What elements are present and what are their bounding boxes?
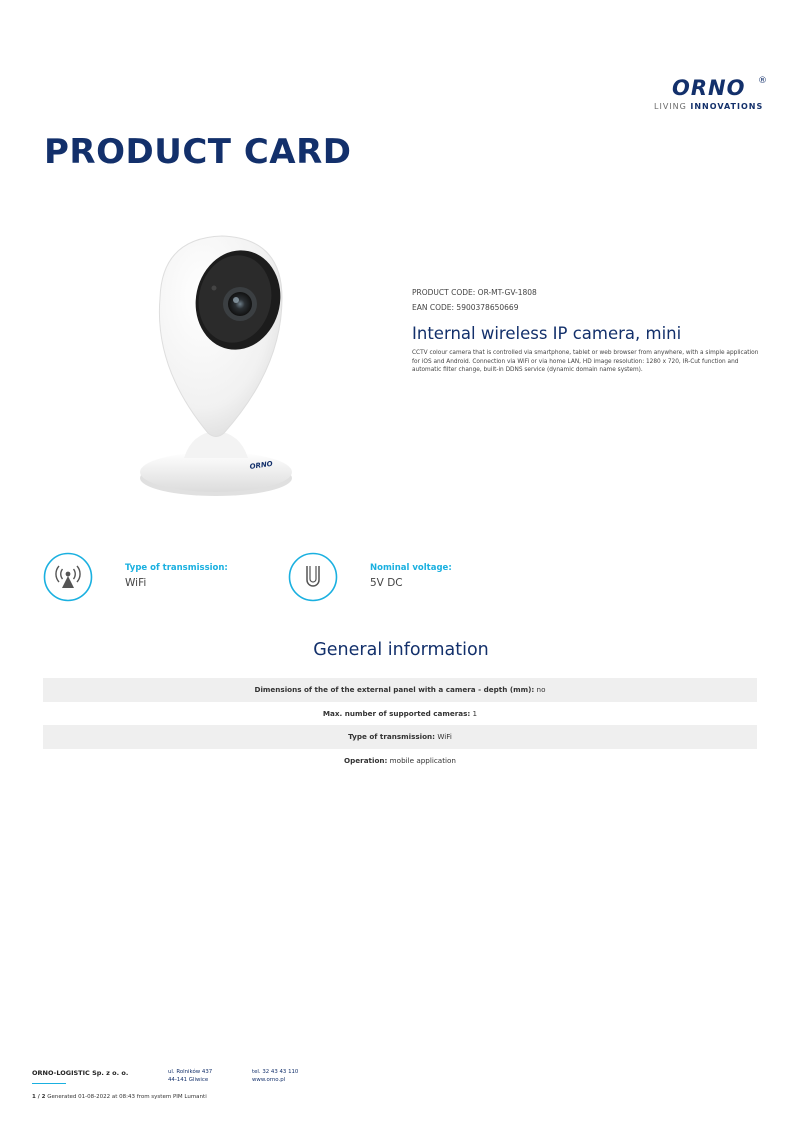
ean-code: EAN CODE: 5900378650669 bbox=[412, 303, 519, 312]
feature-value: WiFi bbox=[125, 577, 147, 589]
footer-website-link[interactable]: www.orno.pl bbox=[252, 1077, 286, 1083]
logo-wordmark: ORNO bbox=[672, 76, 746, 100]
footer-contact bbox=[252, 1068, 298, 1084]
table-row bbox=[43, 725, 757, 749]
footer-company: ORNO-LOGISTIC Sp. z o. o. bbox=[32, 1069, 129, 1077]
brand-logo bbox=[650, 76, 775, 116]
voltage-plug-icon bbox=[288, 552, 338, 602]
page-title: PRODUCT CARD bbox=[44, 132, 352, 172]
page-number: 1 / 2 bbox=[32, 1094, 46, 1100]
footer-divider bbox=[32, 1083, 66, 1084]
table-row bbox=[43, 749, 757, 773]
footer-address: ul. Rolników 437 44-141 Gliwice bbox=[168, 1069, 213, 1083]
row-key: Operation: bbox=[344, 755, 388, 765]
row-key: Max. number of supported cameras: bbox=[322, 708, 471, 718]
product-image bbox=[132, 228, 302, 503]
section-title-general: General information bbox=[313, 640, 489, 660]
table-row bbox=[43, 702, 757, 726]
footer-phone: tel. 32 43 43 110 bbox=[252, 1069, 299, 1075]
logo-tagline: LIVING INNOVATIONS bbox=[654, 102, 764, 111]
row-value: mobile application bbox=[389, 755, 456, 765]
footer-generated: 1 / 2 Generated 01-08-2022 at 08:43 from system PIM Lumanti bbox=[32, 1094, 207, 1100]
row-value: no bbox=[536, 685, 546, 694]
feature-label: Type of transmission: bbox=[125, 563, 228, 573]
row-key: Dimensions of the of the external panel with a camera - depth (mm): bbox=[254, 685, 535, 694]
row-value: 1 bbox=[472, 708, 478, 718]
product-name: Internal wireless IP camera, mini bbox=[412, 324, 682, 343]
product-description: CCTV colour camera that is controlled via smartphone, tablet or web browser from anywhere, with a simple application for iOS and Android. Connection via WiFi or via home LAN, HD image resolution: 1280 x 720, IR-Cut function and automatic filter change, built-in DDNS service (dynamic domain name system). bbox=[412, 350, 759, 373]
row-key: Type of transmission: bbox=[348, 732, 436, 741]
registered-mark: ® bbox=[758, 76, 767, 86]
feature-label: Nominal voltage: bbox=[370, 563, 452, 573]
wireless-transmission-icon bbox=[43, 552, 93, 602]
product-code: PRODUCT CODE: OR-MT-GV-1808 bbox=[412, 288, 537, 297]
feature-value: 5V DC bbox=[370, 577, 403, 589]
product-info bbox=[412, 285, 762, 375]
general-info-table bbox=[43, 678, 757, 772]
row-value: WiFi bbox=[437, 732, 452, 741]
table-row bbox=[43, 678, 757, 702]
image-logo: ORNO bbox=[249, 459, 274, 471]
